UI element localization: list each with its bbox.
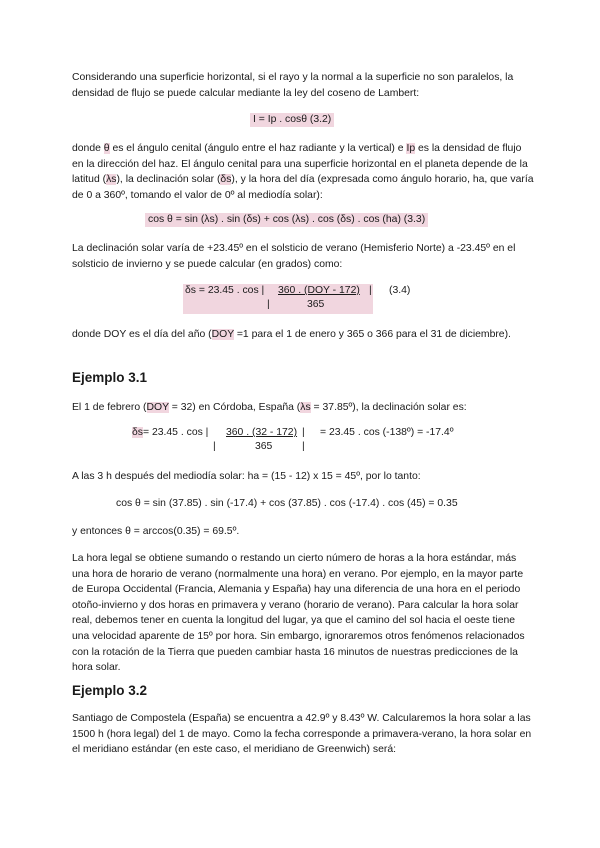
equation-3-4-denominator: 365 xyxy=(307,299,325,310)
equation-example-denominator: 365 xyxy=(255,441,273,452)
doy-highlight: DOY xyxy=(146,402,169,413)
latitude-highlight: λs xyxy=(300,402,311,413)
equation-example-result: = 23.45 . cos (-138º) = -17.4º xyxy=(320,427,454,438)
equation-3-4-numerator: 360 . (DOY - 172) xyxy=(278,285,360,296)
declination-symbol: δs xyxy=(132,427,143,438)
hour-angle-paragraph: A las 3 h después del mediodía solar: ha = (15 - 12) x 15 = 45º, por lo tanto: xyxy=(72,471,421,482)
equation-3-4-bar: | xyxy=(369,285,372,296)
equation-cos-theta: cos θ = sin (37.85) . sin (-17.4) + cos (37.85) . cos (-17.4) . cos (45) = 0.35 xyxy=(116,498,458,509)
heading-example-3-1: Ejemplo 3.1 xyxy=(72,370,148,385)
equation-example-bar: | xyxy=(302,427,305,438)
declination-paragraph: La declinación solar varía de +23.45º en el solsticio de verano (Hemisferio Norte) a -23.45º en el solsticio de invierno y se puede calcular (en grados) como: xyxy=(72,243,516,270)
doy-highlight: DOY xyxy=(211,329,234,340)
equation-3-4-denominator-bar: | xyxy=(267,299,270,310)
doy-paragraph: donde DOY es el día del año (DOY =1 para el 1 de enero y 365 o 366 para el 31 de diciembre). xyxy=(72,329,511,340)
latitude-highlight: λs xyxy=(106,174,117,186)
zenith-angle-paragraph: donde θ es el ángulo cenital (ángulo entre el haz radiante y la vertical) e Ip es la densidad de flujo en la dirección del haz. El ángulo cenital para una superficie horizontal en el planeta depende de la latitud (λs), la declinación solar (δs), y la hora del día (expresada como ángulo horario, ha, que varía de 0 a 360º, tomando el valor de 0º al mediodía solar): xyxy=(72,143,534,201)
intro-paragraph: Considerando una superficie horizontal, si el rayo y la normal a la superficie no son paralelos, la densidad de flujo se puede calcular mediante la ley del coseno de Lambert: xyxy=(72,72,514,99)
equation-example-denominator-bar-right: | xyxy=(302,441,305,452)
heading-example-3-2: Ejemplo 3.2 xyxy=(72,683,148,698)
theta-highlight: θ xyxy=(103,143,110,154)
equation-example-denominator-bar: | xyxy=(213,441,216,452)
equation-3-4-left: δs = 23.45 . cos | xyxy=(185,285,265,296)
equation-3-4-tag: (3.4) xyxy=(389,285,411,296)
legal-time-paragraph: La hora legal se obtiene sumando o restando un cierto número de horas a la hora estándar, más una hora de horario de verano (normalmente una hora) en verano. Por ejemplo, en la mayor parte de Europa Occidental (Francia, Alemania y España) hay una diferencia de una hora en el periodo otoño-invierno y dos horas en primavera y verano (horario de verano). Para calcular la hora solar real, debemos tener en cuenta la longitud del lugar, ya que el camino del sol hacia el oeste tiene una velocidad aparente de 15º por hora. Sin embargo, ignoraremos otros fenómenos relacionados con la rotación de la Tierra que pueden cambiar hasta 16 minutos de nuestras predicciones de la hora solar. xyxy=(72,553,525,674)
ip-highlight: Ip xyxy=(406,143,416,154)
example-3-2-paragraph: Santiago de Compostela (España) se encuentra a 42.9º y 8.43º W. Calcularemos la hora solar a las 1500 h (hora legal) del 1 de mayo. Como la fecha corresponde a primavera-verano, la hora solar en el meridiano estándar (en este caso, el meridiano de Greenwich) será: xyxy=(72,713,532,756)
declination-highlight: δs xyxy=(220,174,232,186)
equation-3-2: I = Ip . cosθ (3.2) xyxy=(250,113,334,127)
arccos-paragraph: y entonces θ = arccos(0.35) = 69.5º. xyxy=(72,526,240,537)
equation-3-3: cos θ = sin (λs) . sin (δs) + cos (λs) . cos (δs) . cos (ha) (3.3) xyxy=(145,213,428,227)
equation-example-left: = 23.45 . cos | xyxy=(143,427,209,438)
equation-example-numerator: 360 . (32 - 172) xyxy=(226,427,298,438)
example-3-1-paragraph: El 1 de febrero (DOY = 32) en Córdoba, España (λs = 37.85º), la declinación solar es: xyxy=(72,402,467,413)
